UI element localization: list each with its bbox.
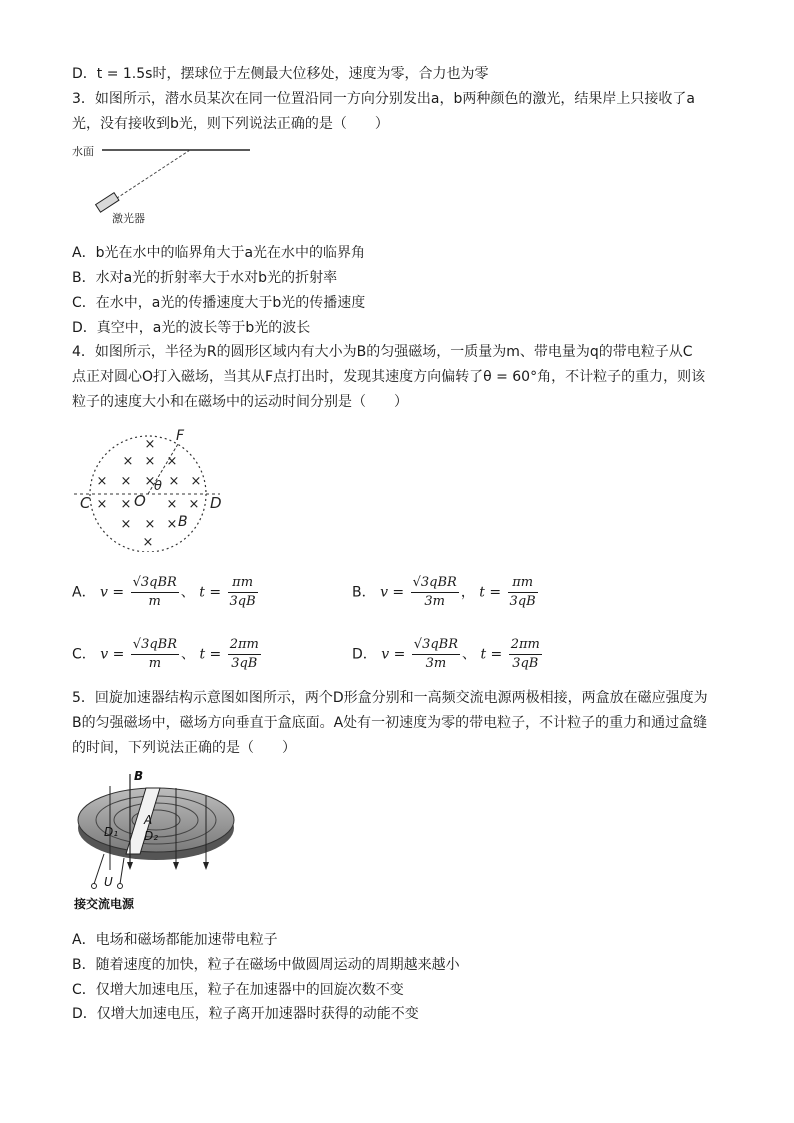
svg-text:×: ×	[166, 454, 178, 469]
v-numerator: √3qBR	[131, 636, 179, 655]
arrow-head-3	[203, 862, 209, 870]
v-denominator: 3m	[425, 656, 447, 671]
q3-option-a: A．b光在水中的临界角大于a光在水中的临界角	[72, 245, 366, 261]
q5-cyclotron-figure	[68, 766, 238, 916]
q5-option-b: B．随着速度的加快，粒子在磁场中做圆周运动的周期越来越小	[72, 957, 460, 973]
q5-stem-line-1: 5．回旋加速器结构示意图如图所示，两个D形盒分别和一高频交流电源两极相接，两盒放在磁应强度为	[72, 690, 708, 706]
t-label: t =	[199, 584, 222, 601]
svg-text:×: ×	[96, 474, 108, 489]
t-fraction	[508, 574, 538, 611]
option-letter: C．	[72, 646, 96, 663]
q4-option-b	[352, 574, 540, 611]
svg-text:×: ×	[188, 497, 200, 512]
svg-text:×: ×	[144, 437, 156, 452]
arrow-head-1	[127, 862, 133, 870]
t-denominator: 3qB	[231, 656, 258, 671]
label-d2: D₂	[144, 829, 159, 843]
t-fraction	[228, 574, 258, 611]
lead-wire-left	[94, 854, 104, 884]
v-fraction	[131, 574, 179, 611]
q3-stem-line-2: 光，没有接收到b光，则下列说法正确的是（ ）	[72, 116, 389, 132]
t-label: t =	[480, 646, 503, 663]
q3-stem-line-1: 3．如图所示，潜水员某次在同一位置沿同一方向分别发出a，b两种颜色的激光，结果岸上只接收了a	[72, 91, 695, 107]
q2-option-d: D．t = 1.5s时，摆球位于左侧最大位移处，速度为零，合力也为零	[72, 66, 489, 82]
separator: ，	[460, 584, 475, 601]
label-theta: θ	[154, 479, 162, 494]
t-numerator: πm	[508, 574, 538, 593]
t-label: t =	[479, 584, 502, 601]
separator: 、	[462, 646, 476, 663]
option-letter: A．	[72, 584, 96, 601]
v-denominator: 3m	[424, 594, 446, 609]
separator: 、	[180, 584, 195, 601]
label-u: U	[104, 875, 113, 889]
label-d1: D₁	[104, 825, 119, 839]
v-denominator: m	[148, 656, 162, 671]
v-numerator: √3qBR	[131, 574, 179, 593]
laser-beam	[114, 150, 190, 200]
t-fraction	[509, 636, 542, 673]
q3-laser-figure	[70, 140, 270, 230]
q3-option-c: C．在水中，a光的传播速度大于b光的传播速度	[72, 295, 366, 311]
t-denominator: 3qB	[229, 594, 256, 609]
lead-wire-right	[120, 858, 124, 884]
t-denominator: 3qB	[509, 594, 536, 609]
v-fraction	[412, 636, 460, 673]
terminal-left	[92, 884, 97, 889]
svg-text:×: ×	[96, 497, 108, 512]
ac-source-label: 接交流电源	[74, 897, 135, 911]
q3-option-d: D．真空中，a光的波长等于b光的波长	[72, 320, 311, 336]
q4-stem-line-1: 4．如图所示，半径为R的圆形区域内有大小为B的匀强磁场，一质量为m、带电量为q的带电粒子从C	[72, 344, 693, 360]
v-fraction	[131, 636, 179, 673]
v-label: v =	[100, 646, 125, 663]
label-o: O	[134, 492, 146, 510]
arrow-head-2	[173, 862, 179, 870]
t-numerator: πm	[228, 574, 258, 593]
svg-text:×: ×	[166, 497, 178, 512]
label-a: A	[144, 813, 153, 827]
separator: 、	[181, 646, 195, 663]
q4-magnetic-field-figure	[70, 422, 240, 552]
svg-text:×: ×	[144, 474, 156, 489]
v-fraction	[411, 574, 459, 611]
q4-stem-line-2: 点正对圆心O打入磁场，当其从F点打出时，发现其速度方向偏转了θ = 60°角，不计粒子的重力，则该	[72, 369, 706, 385]
v-label: v =	[381, 646, 406, 663]
v-denominator: m	[148, 594, 161, 609]
q4-option-a	[72, 574, 260, 611]
label-c: C	[80, 494, 91, 512]
svg-text:×: ×	[168, 474, 180, 489]
terminal-right	[118, 884, 123, 889]
option-letter: B．	[352, 584, 376, 601]
svg-text:×: ×	[120, 517, 132, 532]
t-label: t =	[199, 646, 222, 663]
label-d: D	[210, 494, 222, 512]
svg-text:×: ×	[166, 517, 178, 532]
t-numerator: 2πm	[509, 636, 542, 655]
option-letter: D．	[352, 646, 377, 663]
q5-option-c: C．仅增大加速电压，粒子在加速器中的回旋次数不变	[72, 982, 404, 998]
q5-stem-line-2: B的匀强磁场中，磁场方向垂直于盒底面。A处有一初速度为零的带电粒子，不计粒子的重力和通过盒缝	[72, 715, 708, 731]
water-surface-label: 水面	[72, 145, 94, 158]
label-f: F	[176, 428, 185, 444]
svg-text:×: ×	[120, 497, 132, 512]
q4-stem-line-3: 粒子的速度大小和在磁场中的运动时间分别是（ ）	[72, 394, 408, 410]
t-denominator: 3qB	[512, 656, 539, 671]
label-b: B	[178, 514, 188, 530]
q5-option-a: A．电场和磁场都能加速带电粒子	[72, 932, 278, 948]
svg-text:×: ×	[122, 454, 134, 469]
q4-option-d	[352, 636, 544, 673]
svg-text:×: ×	[144, 454, 156, 469]
svg-text:×: ×	[144, 517, 156, 532]
laser-device	[96, 193, 119, 213]
svg-text:×: ×	[142, 535, 154, 550]
q5-stem-line-3: 的时间，下列说法正确的是（ ）	[72, 740, 296, 756]
q5-option-d: D．仅增大加速电压，粒子离开加速器时获得的动能不变	[72, 1006, 419, 1022]
svg-text:×: ×	[190, 474, 202, 489]
q4-option-c	[72, 636, 263, 673]
v-label: v =	[380, 584, 405, 601]
laser-label: 激光器	[112, 212, 145, 225]
q3-option-b: B．水对a光的折射率大于水对b光的折射率	[72, 270, 338, 286]
t-numerator: 2πm	[228, 636, 261, 655]
label-b: B	[134, 769, 144, 783]
svg-text:×: ×	[120, 474, 132, 489]
v-numerator: √3qBR	[412, 636, 460, 655]
t-fraction	[228, 636, 261, 673]
v-numerator: √3qBR	[411, 574, 459, 593]
v-label: v =	[100, 584, 125, 601]
